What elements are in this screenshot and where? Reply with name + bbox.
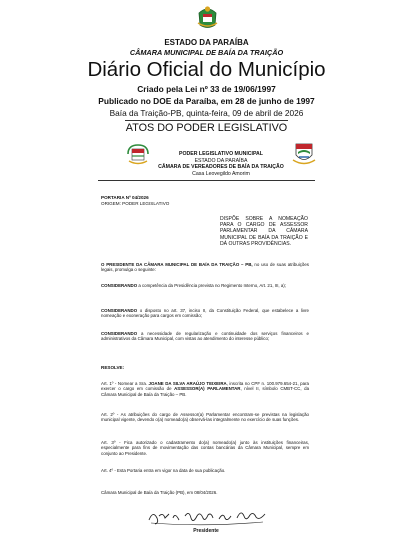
paraiba-state-emblem-icon [126,142,150,166]
article-1-b: , inscrita no CPF n. 100.979.654-21, para exercer o cargo em comissão de [101,381,309,392]
section-rule [125,120,288,121]
intro-paragraph [101,262,309,273]
paraiba-coat-of-arms-icon [196,4,219,30]
article-4: Art. 4º - Esta Portaria entra em vigor na data de sua publicação. [101,468,226,473]
header-state: ESTADO DA PARAÍBA [164,38,249,47]
intro-bold: O PRESIDENTE DA CÂMARA MUNICIPAL DE BAÍA DA TRAIÇÃO – PB, [101,262,253,267]
considering-3-rest: a necessidade de regularização e continuidade dos serviços financeiros e administrativos da Câmara Municipal, com vistas ao atendimento do interesse público; [101,331,309,342]
considering-2-rest: o disposto no art. 37, inciso II, da Constituição Federal, que estabelece a livre nomeação e exoneração para cargos em comissão; [101,308,309,319]
intro-rest: no uso de suas atribuições legais, promulga o seguinte: [101,262,309,273]
signature-role: Presidente [193,528,219,534]
header-chamber: CÂMARA MUNICIPAL DE BAÍA DA TRAIÇÃO [129,48,284,57]
considering-2 [101,308,309,319]
closing-line: Câmara Municipal de Baía da Traição (PB), em 08/04/2026. [101,490,218,495]
considering-1-rest: a competência da Presidência prevista no Regimento Interno, Art. 21, III, a); [137,283,286,288]
article-1 [101,381,309,397]
considering-3 [101,331,309,342]
portaria-origin: ORIGEM: PODER LEGISLATIVO [101,201,170,206]
article-1-a: Art. 1º - Nomear a Sra. [101,381,149,386]
doc-header-line2: ESTADO DA PARAÍBA [194,157,248,164]
considering-1 [101,283,309,288]
portaria-number: PORTARIA Nº 04/2026 [101,195,149,200]
page-title: Diário Oficial do Município [87,58,326,81]
doc-header-line3: CÂMARA DE VEREADORES DE BAÍA DA TRAIÇÃO [158,164,284,170]
handwritten-signature-icon [145,506,270,528]
ementa: DISPÕE SOBRE A NOMEAÇÃO PARA O CARGO DE ASSESSOR PARLAMENTAR DA CÂMARA MUNICIPAL DE BAÍA DA TRAIÇÃO E DÁ OUTRAS PROVIDÊNCIAS. [220,216,308,247]
doc-header-rule [98,180,315,181]
section-title: ATOS DO PODER LEGISLATIVO [125,122,288,134]
article-1-role: ASSESSOR(A) PARLAMENTAR [174,386,241,392]
considering-2-bold: CONSIDERANDO [101,308,138,313]
header-date-line: Baía da Traição-PB, quinta-feira, 09 de abril de 2026 [109,108,304,118]
resolve-heading: RESOLVE: [101,365,125,370]
municipal-emblem-icon [292,140,316,166]
header-law: Criado pela Lei nº 33 de 19/06/1997 [137,84,276,94]
considering-1-bold: CONSIDERANDO [101,283,138,288]
article-1-name: JOANE DA SILVA ARAÚJO TEIXEIRA [148,381,227,386]
article-1-c: , nível II, símbolo CMBT-CC, da Câmara Municipal de Baía da Traição – PB. [101,386,310,397]
header-published: Publicado no DOE da Paraíba, em 28 de junho de 1997 [98,96,315,106]
doc-header-line1: PODER LEGISLATIVO MUNICIPAL [179,151,263,157]
doc-header-line4: Casa Leovegildo Amorim [192,170,250,177]
article-3: Art. 3º - Fica autorizado o cadastramento do(a) nomeado(a) junto às instituições financeiras, especialmente para fins de movimentação das contas bancárias da Câmara Municipal, sempre em conjunto ao Presidente. [101,440,309,456]
considering-3-bold: CONSIDERANDO [101,331,138,336]
article-2: Art. 2º - As atribuições do cargo de Assessor(a) Parlamentar encontram-se previstas na legislação municipal vigente, devendo o(a) nomeado(a) observá-las integralmente no exercício de suas funções. [101,412,309,423]
